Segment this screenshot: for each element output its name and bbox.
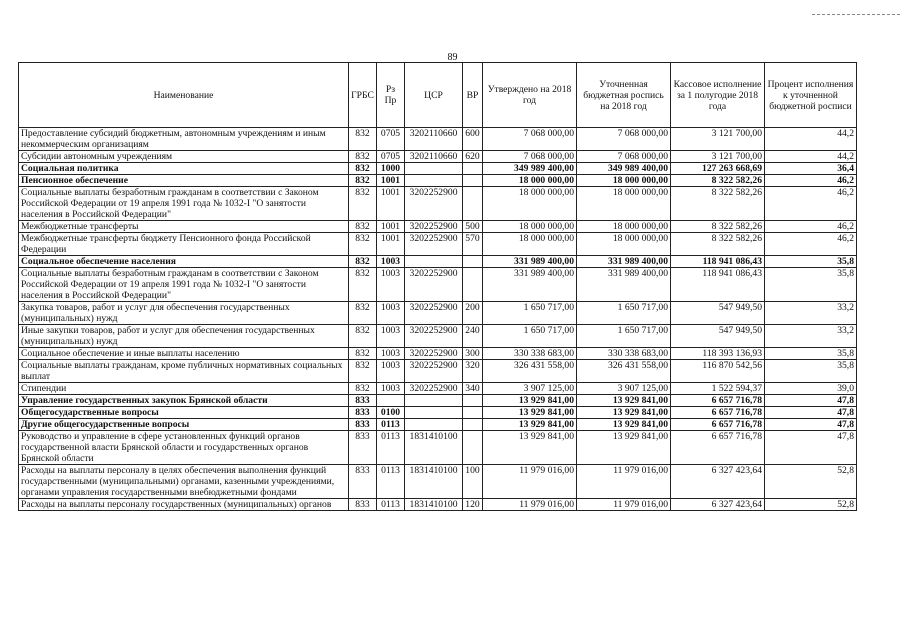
table-row: [19, 256, 857, 268]
top-dashed-rule: [812, 14, 900, 15]
cell-percent: 33,2: [765, 325, 857, 348]
cell-executed: 8 322 582,26: [671, 187, 765, 221]
cell-executed: 6 327 423,64: [671, 499, 765, 511]
cell-executed: 127 263 668,69: [671, 163, 765, 175]
cell-approved: 331 989 400,00: [483, 268, 577, 302]
table-row: [19, 407, 857, 419]
col-header-vr: ВР: [463, 63, 483, 128]
cell-csr: [405, 395, 463, 407]
cell-grbs: 832: [349, 268, 377, 302]
cell-name: Расходы на выплаты персоналу государственных (муниципальных) органов: [19, 499, 349, 511]
budget-table: [18, 62, 857, 511]
cell-grbs: 832: [349, 175, 377, 187]
cell-revised: 11 979 016,00: [577, 499, 671, 511]
cell-vr: 100: [463, 465, 483, 499]
cell-grbs: 832: [349, 256, 377, 268]
cell-revised: 330 338 683,00: [577, 348, 671, 360]
table-row: [19, 395, 857, 407]
cell-csr: 1831410100: [405, 499, 463, 511]
cell-percent: 46,2: [765, 233, 857, 256]
cell-revised: 7 068 000,00: [577, 151, 671, 163]
cell-name: Субсидии автономным учреждениям: [19, 151, 349, 163]
cell-percent: 35,8: [765, 256, 857, 268]
cell-grbs: 833: [349, 431, 377, 465]
cell-vr: 570: [463, 233, 483, 256]
cell-name: Социальные выплаты безработным гражданам в соответствии с Законом Российской Федерации от 19 апреля 1991 года № 1032-I "О занятости населения в Российской Федерации": [19, 187, 349, 221]
cell-csr: [405, 175, 463, 187]
cell-csr: [405, 419, 463, 431]
cell-csr: 3202252900: [405, 348, 463, 360]
table-row: [19, 419, 857, 431]
cell-vr: 200: [463, 302, 483, 325]
cell-rzpr: 0113: [377, 465, 405, 499]
cell-vr: 120: [463, 499, 483, 511]
header-row: [19, 63, 857, 128]
cell-executed: 547 949,50: [671, 325, 765, 348]
cell-approved: 1 650 717,00: [483, 325, 577, 348]
cell-vr: [463, 268, 483, 302]
col-header-name: Наименование: [19, 63, 349, 128]
cell-percent: 44,2: [765, 128, 857, 151]
cell-approved: 13 929 841,00: [483, 419, 577, 431]
table-row: [19, 383, 857, 395]
cell-vr: [463, 187, 483, 221]
table-row: [19, 187, 857, 221]
table-row: [19, 151, 857, 163]
table-row: [19, 360, 857, 383]
cell-vr: 320: [463, 360, 483, 383]
cell-grbs: 832: [349, 233, 377, 256]
cell-vr: 340: [463, 383, 483, 395]
table-row: [19, 175, 857, 187]
cell-grbs: 832: [349, 221, 377, 233]
cell-name: Руководство и управление в сфере установленных функций органов государственной власти Брянской области и государственных органов Брянской области: [19, 431, 349, 465]
cell-grbs: 832: [349, 163, 377, 175]
table-body: [19, 128, 857, 511]
cell-csr: 3202252900: [405, 233, 463, 256]
cell-csr: [405, 256, 463, 268]
cell-approved: 13 929 841,00: [483, 407, 577, 419]
cell-rzpr: 1003: [377, 383, 405, 395]
cell-vr: 240: [463, 325, 483, 348]
cell-rzpr: 0113: [377, 419, 405, 431]
cell-name: Межбюджетные трансферты бюджету Пенсионного фонда Российской Федерации: [19, 233, 349, 256]
cell-executed: 118 941 086,43: [671, 256, 765, 268]
cell-revised: 331 989 400,00: [577, 268, 671, 302]
col-header-percent: Процент исполнения к уточненной бюджетной росписи: [765, 63, 857, 128]
cell-percent: 47,8: [765, 431, 857, 465]
cell-revised: 18 000 000,00: [577, 233, 671, 256]
cell-rzpr: 0705: [377, 151, 405, 163]
cell-grbs: 832: [349, 348, 377, 360]
page-number: 89: [447, 52, 458, 63]
col-header-csr: ЦСР: [405, 63, 463, 128]
cell-rzpr: 1001: [377, 233, 405, 256]
cell-name: Социальное обеспечение населения: [19, 256, 349, 268]
cell-revised: 13 929 841,00: [577, 395, 671, 407]
table-row: [19, 465, 857, 499]
cell-revised: 18 000 000,00: [577, 221, 671, 233]
cell-csr: 3202110660: [405, 128, 463, 151]
cell-approved: 11 979 016,00: [483, 465, 577, 499]
cell-approved: 18 000 000,00: [483, 221, 577, 233]
cell-rzpr: 1000: [377, 163, 405, 175]
cell-grbs: 833: [349, 465, 377, 499]
cell-grbs: 832: [349, 325, 377, 348]
cell-rzpr: 1003: [377, 268, 405, 302]
cell-csr: 3202252900: [405, 221, 463, 233]
cell-rzpr: 1001: [377, 221, 405, 233]
cell-rzpr: 1003: [377, 348, 405, 360]
cell-executed: 3 121 700,00: [671, 151, 765, 163]
cell-approved: 3 907 125,00: [483, 383, 577, 395]
cell-vr: [463, 256, 483, 268]
cell-approved: 330 338 683,00: [483, 348, 577, 360]
cell-executed: 6 657 716,78: [671, 395, 765, 407]
cell-name: Управление государственных закупок Брянской области: [19, 395, 349, 407]
cell-approved: 18 000 000,00: [483, 233, 577, 256]
table-row: [19, 221, 857, 233]
cell-vr: [463, 163, 483, 175]
cell-name: Расходы на выплаты персоналу в целях обеспечения выполнения функций государственными (муниципальными) органами, казенными учреждениями, органами управления государственными внебюджетными фондами: [19, 465, 349, 499]
cell-vr: [463, 175, 483, 187]
cell-percent: 35,8: [765, 360, 857, 383]
cell-approved: 13 929 841,00: [483, 431, 577, 465]
cell-name: Иные закупки товаров, работ и услуг для обеспечения государственных (муниципальных) нужд: [19, 325, 349, 348]
cell-name: Стипендии: [19, 383, 349, 395]
cell-grbs: 832: [349, 128, 377, 151]
cell-revised: 18 000 000,00: [577, 175, 671, 187]
cell-executed: 8 322 582,26: [671, 233, 765, 256]
cell-rzpr: 0113: [377, 499, 405, 511]
cell-vr: 500: [463, 221, 483, 233]
cell-revised: 18 000 000,00: [577, 187, 671, 221]
table-row: [19, 233, 857, 256]
col-header-approved: Утверждено на 2018 год: [483, 63, 577, 128]
cell-rzpr: [377, 395, 405, 407]
cell-executed: 3 121 700,00: [671, 128, 765, 151]
cell-rzpr: 1003: [377, 256, 405, 268]
cell-revised: 331 989 400,00: [577, 256, 671, 268]
col-header-rzpr: Рз Пр: [377, 63, 405, 128]
cell-vr: 300: [463, 348, 483, 360]
cell-vr: [463, 407, 483, 419]
cell-revised: 3 907 125,00: [577, 383, 671, 395]
table-row: [19, 499, 857, 511]
cell-executed: 1 522 594,37: [671, 383, 765, 395]
cell-name: Закупка товаров, работ и услуг для обеспечения государственных (муниципальных) нужд: [19, 302, 349, 325]
cell-percent: 46,2: [765, 187, 857, 221]
cell-grbs: 832: [349, 360, 377, 383]
cell-grbs: 832: [349, 187, 377, 221]
cell-percent: 52,8: [765, 499, 857, 511]
cell-percent: 35,8: [765, 348, 857, 360]
cell-rzpr: 0705: [377, 128, 405, 151]
cell-vr: [463, 431, 483, 465]
cell-rzpr: 0100: [377, 407, 405, 419]
cell-executed: 8 322 582,26: [671, 175, 765, 187]
cell-csr: 3202252900: [405, 302, 463, 325]
cell-executed: 116 870 542,56: [671, 360, 765, 383]
cell-percent: 47,8: [765, 395, 857, 407]
cell-approved: 349 989 400,00: [483, 163, 577, 175]
cell-approved: 331 989 400,00: [483, 256, 577, 268]
cell-percent: 46,2: [765, 221, 857, 233]
cell-executed: 8 322 582,26: [671, 221, 765, 233]
cell-executed: 6 657 716,78: [671, 407, 765, 419]
cell-rzpr: 1003: [377, 302, 405, 325]
cell-grbs: 833: [349, 419, 377, 431]
cell-percent: 52,8: [765, 465, 857, 499]
cell-approved: 7 068 000,00: [483, 151, 577, 163]
table-row: [19, 431, 857, 465]
cell-grbs: 833: [349, 407, 377, 419]
cell-executed: 547 949,50: [671, 302, 765, 325]
cell-rzpr: 1003: [377, 325, 405, 348]
cell-name: Другие общегосударственные вопросы: [19, 419, 349, 431]
cell-approved: 326 431 558,00: [483, 360, 577, 383]
cell-csr: 3202252900: [405, 383, 463, 395]
cell-revised: 349 989 400,00: [577, 163, 671, 175]
col-header-revised: Уточненная бюджетная роспись на 2018 год: [577, 63, 671, 128]
cell-percent: 47,8: [765, 419, 857, 431]
table-row: [19, 302, 857, 325]
cell-vr: 620: [463, 151, 483, 163]
cell-approved: 18 000 000,00: [483, 187, 577, 221]
cell-percent: 35,8: [765, 268, 857, 302]
cell-rzpr: 0113: [377, 431, 405, 465]
cell-vr: [463, 395, 483, 407]
col-header-executed: Кассовое исполнение за 1 полугодие 2018 года: [671, 63, 765, 128]
cell-name: Предоставление субсидий бюджетным, автономным учреждениям и иным некоммерческим организациям: [19, 128, 349, 151]
cell-executed: 6 327 423,64: [671, 465, 765, 499]
cell-grbs: 833: [349, 395, 377, 407]
cell-executed: 6 657 716,78: [671, 431, 765, 465]
cell-grbs: 832: [349, 302, 377, 325]
cell-name: Межбюджетные трансферты: [19, 221, 349, 233]
cell-revised: 13 929 841,00: [577, 419, 671, 431]
cell-csr: 3202252900: [405, 325, 463, 348]
cell-percent: 33,2: [765, 302, 857, 325]
cell-revised: 13 929 841,00: [577, 407, 671, 419]
cell-name: Социальное обеспечение и иные выплаты населению: [19, 348, 349, 360]
table-row: [19, 348, 857, 360]
cell-percent: 36,4: [765, 163, 857, 175]
cell-executed: 118 393 136,93: [671, 348, 765, 360]
cell-name: Социальные выплаты безработным гражданам в соответствии с Законом Российской Федерации от 19 апреля 1991 года № 1032-I "О занятости населения в Российской Федерации": [19, 268, 349, 302]
cell-csr: [405, 163, 463, 175]
cell-percent: 39,0: [765, 383, 857, 395]
cell-name: Социальная политика: [19, 163, 349, 175]
cell-grbs: 833: [349, 499, 377, 511]
cell-csr: 3202110660: [405, 151, 463, 163]
cell-csr: [405, 407, 463, 419]
cell-revised: 7 068 000,00: [577, 128, 671, 151]
cell-approved: 18 000 000,00: [483, 175, 577, 187]
cell-percent: 46,2: [765, 175, 857, 187]
cell-revised: 11 979 016,00: [577, 465, 671, 499]
cell-revised: 13 929 841,00: [577, 431, 671, 465]
cell-approved: 11 979 016,00: [483, 499, 577, 511]
cell-csr: 3202252900: [405, 187, 463, 221]
cell-grbs: 832: [349, 383, 377, 395]
cell-vr: 600: [463, 128, 483, 151]
cell-percent: 44,2: [765, 151, 857, 163]
cell-name: Общегосударственные вопросы: [19, 407, 349, 419]
cell-grbs: 832: [349, 151, 377, 163]
cell-revised: 1 650 717,00: [577, 325, 671, 348]
cell-csr: 3202252900: [405, 360, 463, 383]
cell-vr: [463, 419, 483, 431]
cell-csr: 1831410100: [405, 431, 463, 465]
cell-name: Социальные выплаты гражданам, кроме публичных нормативных социальных выплат: [19, 360, 349, 383]
table-row: [19, 325, 857, 348]
cell-percent: 47,8: [765, 407, 857, 419]
cell-revised: 1 650 717,00: [577, 302, 671, 325]
table-row: [19, 128, 857, 151]
cell-rzpr: 1003: [377, 360, 405, 383]
cell-csr: 1831410100: [405, 465, 463, 499]
cell-approved: 7 068 000,00: [483, 128, 577, 151]
cell-name: Пенсионное обеспечение: [19, 175, 349, 187]
cell-rzpr: 1001: [377, 175, 405, 187]
cell-approved: 13 929 841,00: [483, 395, 577, 407]
table-row: [19, 268, 857, 302]
col-header-grbs: ГРБС: [349, 63, 377, 128]
table-row: [19, 163, 857, 175]
cell-rzpr: 1001: [377, 187, 405, 221]
cell-executed: 6 657 716,78: [671, 419, 765, 431]
cell-csr: 3202252900: [405, 268, 463, 302]
cell-approved: 1 650 717,00: [483, 302, 577, 325]
cell-revised: 326 431 558,00: [577, 360, 671, 383]
cell-executed: 118 941 086,43: [671, 268, 765, 302]
